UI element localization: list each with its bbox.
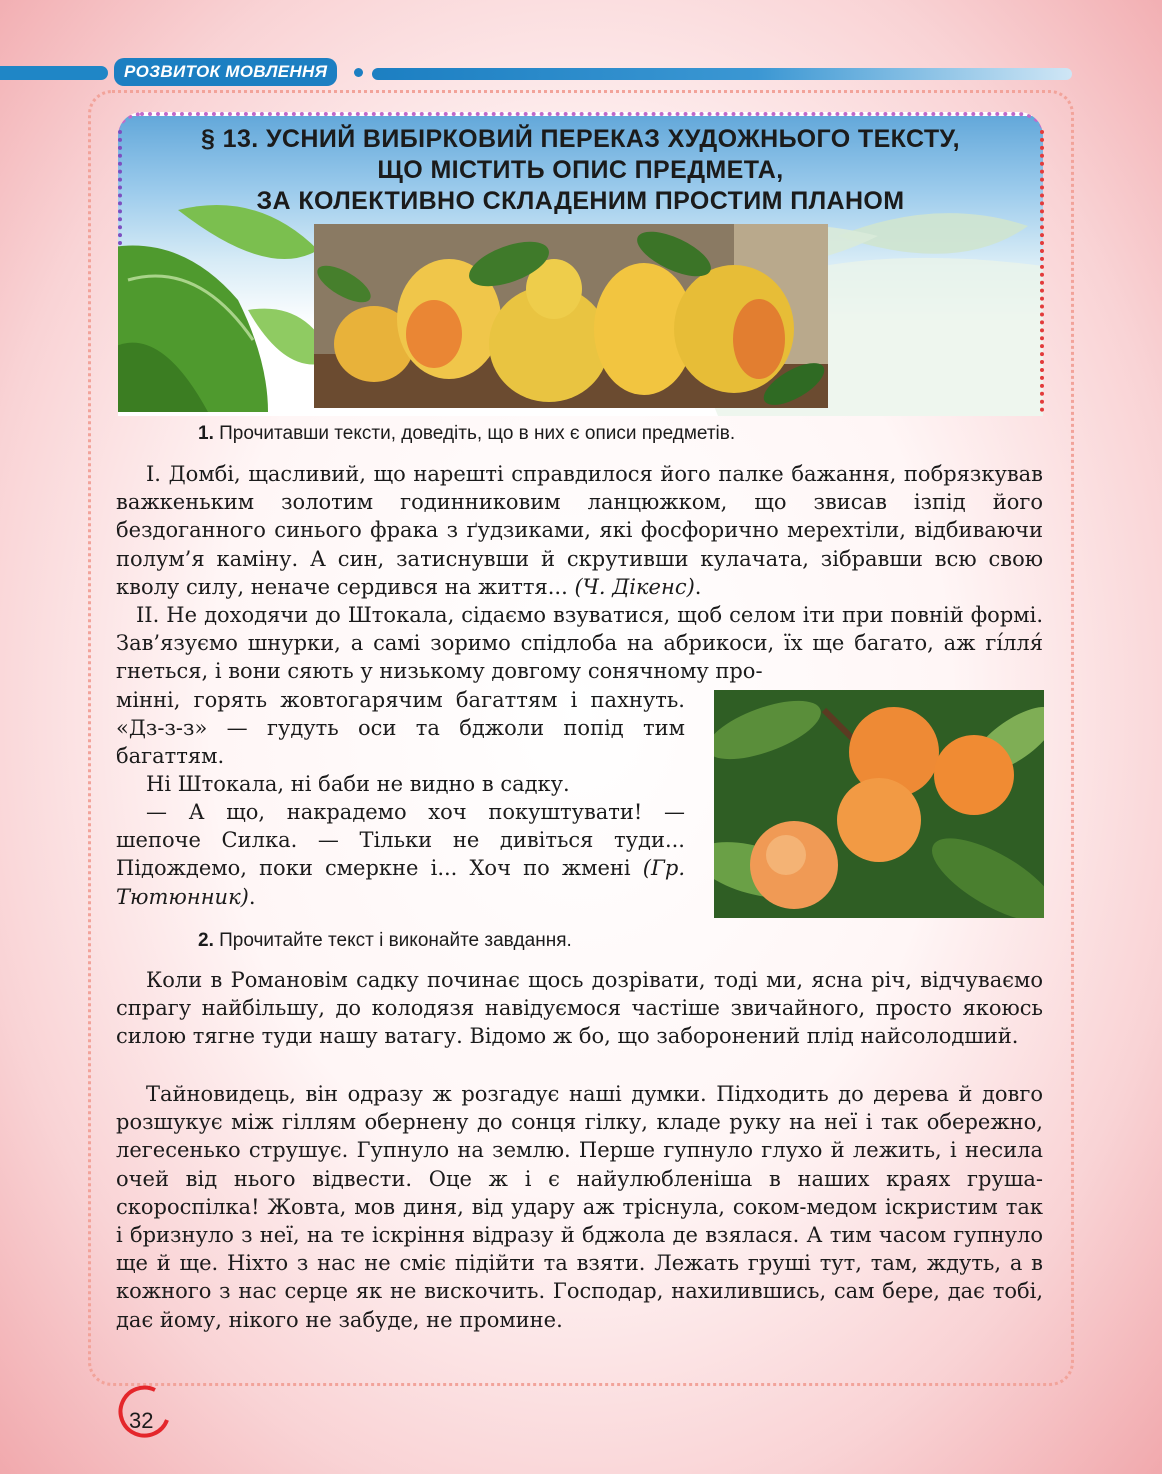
text-2-wrap — [116, 686, 685, 771]
task-2-text: Прочитайте текст і виконайте завдання. — [219, 930, 572, 951]
header-ribbon-left — [0, 66, 108, 80]
lesson-title — [118, 124, 1043, 217]
text-1-end: . — [694, 574, 702, 599]
title-line-1: § 13. УСНИЙ ВИБІРКОВИЙ ПЕРЕКАЗ ХУДОЖНЬОГО ТЕКСТУ, — [201, 125, 960, 153]
page-number: 32 — [129, 1408, 154, 1433]
text-2-line-2 — [116, 770, 685, 798]
task-1-text: Прочитавши тексти, доведіть, що в них є описи предметів. — [219, 423, 736, 444]
text-3-p1: Коли в Романовім садку починає щось дозрівати, тоді ми, ясна річ, відчуваємо спрагу найбільшу, до колодязя навідуємося частіше звичайного, просто якоюсь силою тягне туди нашу ватагу. Відомо ж бо, що заборонений плід найсолодший. — [116, 968, 1043, 1049]
text-2-line-2-text: Ні Штокала, ні баби не видно в садку. — [146, 772, 570, 796]
task-2 — [198, 930, 572, 952]
task-2-number: 2. — [198, 930, 214, 951]
text-2-wrap-text: мінні, горять жовтогарячим багаттям і пахнуть. «Дз-з-з» — гудуть оси та бджоли попід тим багаттям. — [116, 688, 685, 769]
text-3-paragraph-2 — [116, 1080, 1043, 1334]
text-2-intro — [116, 601, 1043, 686]
apricots-photo — [714, 690, 1044, 918]
text-1-body: I. Домбі, щасливий, що нарешті справдилося його палке бажання, побрязкував важкеньким золотим годинниковим ланцюжком, що звисав ізпід його бездоганного синього фрака з ґудзиками, які фосфорично мерехтіли, відбиваючи полум’я каміну. А син, затиснувши й скрутивши кулачата, зібравши всю свою кволу силу, неначе сердився на життя... — [116, 462, 1043, 599]
leaves-image — [118, 190, 338, 412]
text-1-source: (Ч. Дікенс) — [574, 574, 695, 599]
text-3-p2: Тайновидець, він одразу ж розгадує наші думки. Підходить до дерева й довго розшукує між гіллям обернену до сонця гілку, кладе руку на неї і так обережно, легесенько струшує. Гупнуло на землю. Перше гупнуло глухо й лежить, і несила очей від нього відвести. Оце ж і є найулюбленіша в наших краях груша-скороспілка! Жовта, мов диня, від удару аж тріснула, соком-медом іскристим так і бризнуло з неї, на те іскріння відразу й бджола де взялася. А тим часом гупнуло ще й ще. Ніхто з нас не сміє підійти та взяти. Лежать груші тут, там, ждуть, а в кожного з нас серце як не вискочить. Господар, нахилившись, сам бере, дає тобі, дає йому, нікого не забуде, не промине. — [116, 1082, 1043, 1332]
title-line-3: ЗА КОЛЕКТИВНО СКЛАДЕНИМ ПРОСТИМ ПЛАНОМ — [256, 187, 905, 215]
text-2-line-3-text: — А що, накрадемо хоч покуштувати! — шепоче Силка. — Тільки не дивіться туди... Підождемо, поки смеркне і... Хоч по жмені — [116, 800, 685, 881]
task-1 — [198, 423, 735, 445]
header-ribbon-right — [372, 68, 1072, 80]
text-3-paragraph-1 — [116, 966, 1043, 1051]
text-2-line-3 — [116, 798, 685, 911]
text-2-source: (Гр. Тютюнник) — [116, 856, 685, 909]
text-1-paragraph — [116, 460, 1043, 601]
pears-photo — [314, 224, 828, 408]
text-2-end: . — [248, 884, 256, 909]
header-ribbon-dot — [354, 68, 363, 77]
section-tag: РОЗВИТОК МОВЛЕННЯ — [114, 58, 337, 86]
title-line-2: ЩО МІСТИТЬ ОПИС ПРЕДМЕТА, — [377, 156, 784, 184]
text-2-intro-text: II. Не доходячи до Штокала, сідаємо взуватися, щоб селом іти при повній формі. Зав’язуємо шнурки, а самі зоримо спідлоба на абрикоси, їх ще багато, аж гі́лля́ гнеться, і вони сяють у низькому довгому сонячному про- — [116, 603, 1043, 684]
task-1-number: 1. — [198, 423, 214, 444]
